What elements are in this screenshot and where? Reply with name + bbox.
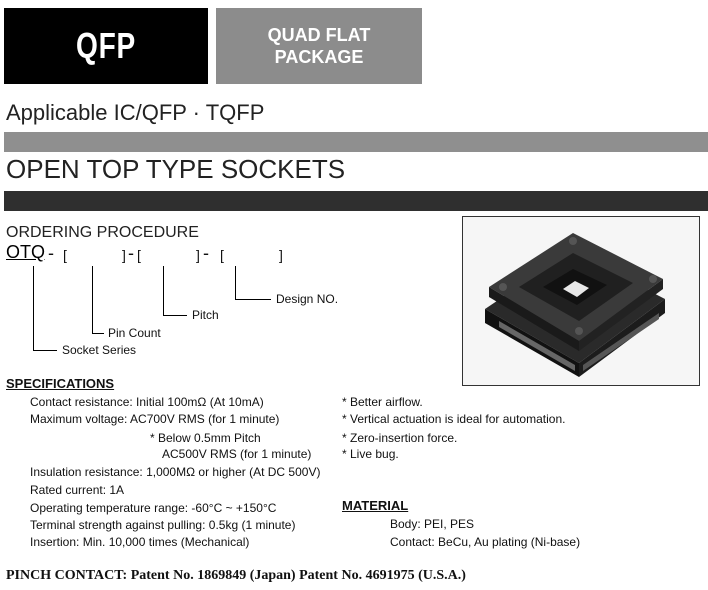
label-design-no: Design NO.: [276, 292, 339, 306]
page-title: OPEN TOP TYPE SOCKETS: [6, 154, 346, 184]
patent-footer: PINCH CONTACT: Patent No. 1869849 (Japan) Patent No. 4691975 (U.S.A.): [6, 568, 466, 583]
feature-better-airflow: * Better airflow.: [342, 395, 423, 409]
leader-pitch-horizontal: [163, 315, 187, 316]
spec-contact-resistance: Contact resistance: Initial 100mΩ (At 10mA): [30, 395, 264, 409]
header-subtitle-line2: PACKAGE: [274, 47, 364, 67]
spec-below-pitch-note: * Below 0.5mm Pitch: [150, 431, 261, 445]
feature-vertical-actuation: * Vertical actuation is ideal for automation.: [342, 412, 566, 426]
applicable-ic: Applicable IC/QFP · TQFP: [6, 100, 265, 125]
bracket-close-3: ]: [279, 247, 283, 263]
spec-operating-temperature: Operating temperature range: -60°C ~ +150°C: [30, 501, 277, 515]
socket-photo-illustration: [463, 217, 699, 385]
leader-socket-series-vertical: [33, 266, 34, 351]
ordering-dash-2: -: [128, 243, 134, 263]
spec-rated-current: Rated current: 1A: [30, 483, 125, 497]
leader-pitch-vertical: [163, 266, 164, 316]
spec-terminal-strength: Terminal strength against pulling: 0.5kg (1 minute): [30, 518, 296, 532]
material-contact: Contact: BeCu, Au plating (Ni-base): [390, 535, 581, 549]
leader-pin-count-vertical: [92, 266, 93, 334]
spec-insulation-resistance: Insulation resistance: 1,000MΩ or higher (At DC 500V): [30, 465, 321, 479]
header-subtitle-line1: QUAD FLAT: [267, 25, 371, 45]
specifications-heading: SPECIFICATIONS: [6, 376, 115, 391]
leader-design-vertical: [235, 266, 236, 300]
ordering-dash-3: -: [203, 243, 209, 263]
ordering-dash-1: -: [48, 243, 54, 263]
bracket-close-2: ]: [196, 247, 200, 263]
bracket-close-1: ]: [122, 247, 126, 263]
leader-socket-series-horizontal: [33, 350, 57, 351]
label-socket-series: Socket Series: [62, 343, 137, 357]
label-pitch: Pitch: [192, 308, 219, 322]
spec-insertion: Insertion: Min. 10,000 times (Mechanical): [30, 535, 250, 549]
gray-divider-bar: [4, 132, 708, 152]
dark-divider-bar: [4, 191, 708, 211]
leader-design-horizontal: [235, 299, 271, 300]
bracket-open-2: [: [137, 247, 141, 263]
spec-ac500v: AC500V RMS (for 1 minute): [162, 447, 312, 461]
spec-maximum-voltage: Maximum voltage: AC700V RMS (for 1 minute): [30, 412, 280, 426]
feature-live-bug: * Live bug.: [342, 447, 399, 461]
material-heading: MATERIAL: [342, 498, 409, 513]
material-body: Body: PEI, PES: [390, 517, 475, 531]
header-badge: QFP: [75, 25, 137, 66]
bracket-open-1: [: [63, 247, 67, 263]
leader-pin-count-horizontal: [92, 333, 104, 334]
bracket-open-3: [: [220, 247, 224, 263]
feature-zero-insertion: * Zero-insertion force.: [342, 431, 458, 445]
header-subtitle: [216, 8, 422, 84]
ordering-code-prefix: OTQ: [6, 242, 45, 262]
ordering-heading: ORDERING PROCEDURE: [6, 224, 199, 241]
label-pin-count: Pin Count: [108, 326, 161, 340]
product-photo: [462, 216, 700, 386]
